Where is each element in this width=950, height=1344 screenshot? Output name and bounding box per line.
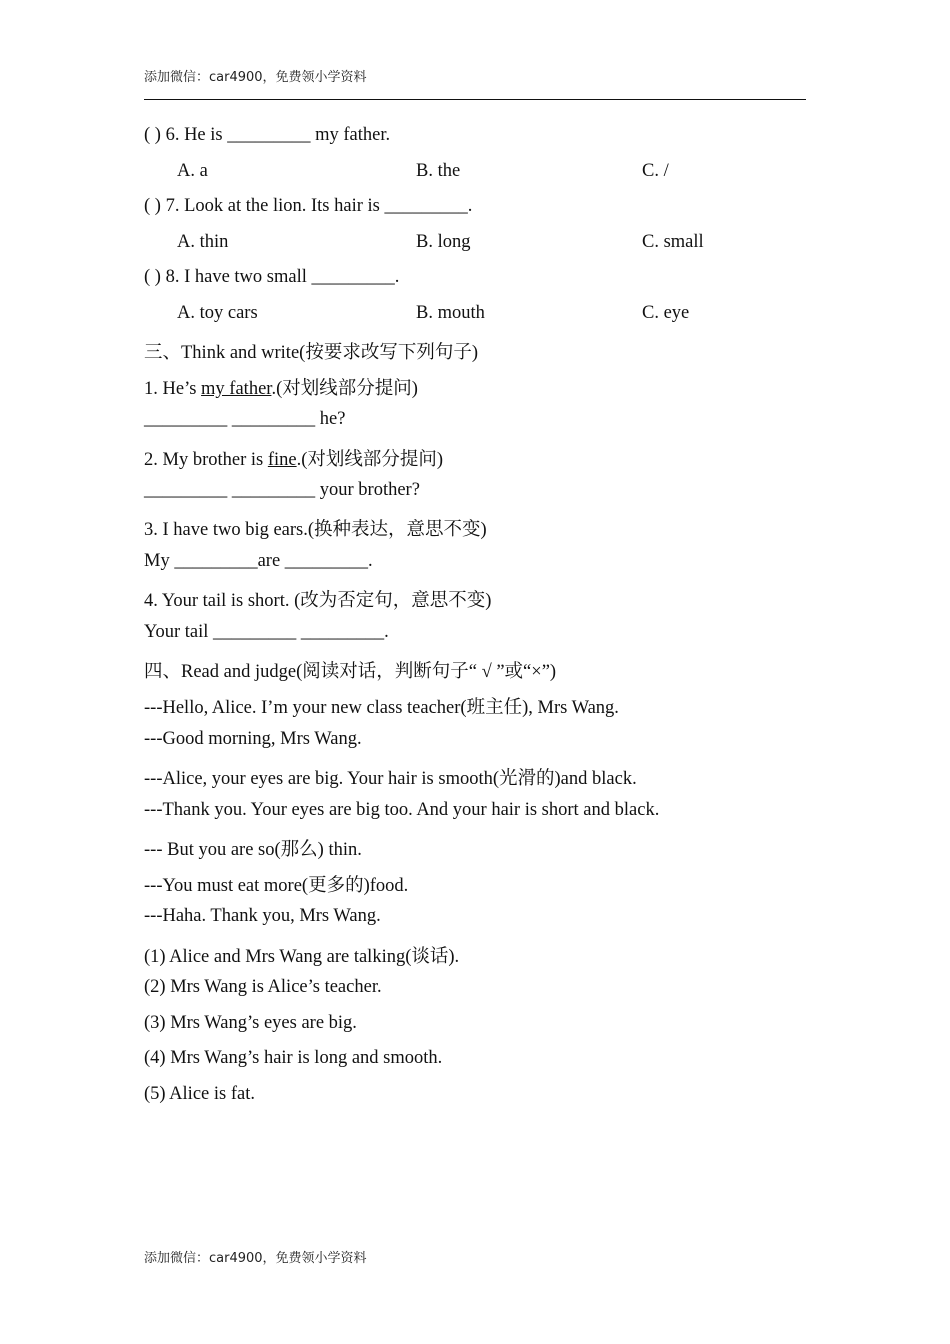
question-7-stem: ( ) 7. Look at the lion. Its hair is _________. — [144, 196, 473, 216]
section-4-title: 四、Read and judge(阅读对话，判断句子“ √ ”或“×”) — [144, 662, 557, 682]
question-6-option-c: C. / — [642, 161, 669, 181]
question-6-option-b: B. the — [416, 161, 461, 181]
question-7-option-b: B. long — [416, 232, 471, 252]
question-6-stem: ( ) 6. He is _________ my father. — [144, 125, 391, 145]
question-8-option-a: A. toy cars — [177, 303, 258, 323]
rewrite-item-1-answer: _________ _________ he? — [144, 409, 346, 429]
judge-statement: (4) Mrs Wang’s hair is long and smooth. — [144, 1048, 443, 1068]
section-3-title: 三、Think and write(按要求改写下列句子) — [144, 343, 478, 363]
rewrite-item-1-prefix: 1. He’s — [144, 379, 202, 399]
rewrite-item-2-prefix: 2. My brother is — [144, 450, 268, 470]
rewrite-item-3: 3. I have two big ears.(换种表达，意思不变) — [144, 520, 487, 540]
question-7-option-c: C. small — [642, 232, 704, 252]
judge-statement: (2) Mrs Wang is Alice’s teacher. — [144, 977, 382, 997]
question-8-option-b: B. mouth — [416, 303, 485, 323]
header-divider — [144, 99, 806, 100]
rewrite-item-3-answer: My _________are _________. — [144, 551, 373, 571]
rewrite-item-2 — [144, 445, 443, 471]
rewrite-item-1 — [144, 374, 418, 400]
judge-statement: (5) Alice is fat. — [144, 1084, 255, 1104]
dialogue-line: ---Thank you. Your eyes are big too. And your hair is short and black. — [144, 800, 660, 820]
question-7-option-a: A. thin — [177, 232, 229, 252]
dialogue-line: ---Hello, Alice. I’m your new class teacher(班主任), Mrs Wang. — [144, 698, 619, 718]
dialogue-line: ---You must eat more(更多的)food. — [144, 876, 409, 896]
page-header: 添加微信：car4900，免费领小学资料 — [144, 70, 367, 85]
rewrite-item-2-suffix: .(对划线部分提问) — [296, 450, 444, 470]
rewrite-item-4: 4. Your tail is short. (改为否定句，意思不变) — [144, 591, 492, 611]
rewrite-item-1-suffix: .(对划线部分提问) — [271, 379, 418, 399]
question-6-option-a: A. a — [177, 161, 208, 181]
dialogue-line: ---Good morning, Mrs Wang. — [144, 729, 362, 749]
rewrite-item-4-answer: Your tail _________ _________. — [144, 622, 389, 642]
dialogue-line: --- But you are so(那么) thin. — [144, 840, 362, 860]
rewrite-item-2-answer: _________ _________ your brother? — [144, 480, 420, 500]
question-8-option-c: C. eye — [642, 303, 690, 323]
rewrite-item-1-underlined: my father — [201, 379, 272, 399]
page-footer: 添加微信：car4900，免费领小学资料 — [144, 1251, 367, 1266]
dialogue-line: ---Alice, your eyes are big. Your hair is smooth(光滑的)and black. — [144, 769, 637, 789]
question-8-stem: ( ) 8. I have two small _________. — [144, 267, 400, 287]
judge-statement: (1) Alice and Mrs Wang are talking(谈话). — [144, 947, 460, 967]
dialogue-line: ---Haha. Thank you, Mrs Wang. — [144, 906, 381, 926]
judge-statement: (3) Mrs Wang’s eyes are big. — [144, 1013, 357, 1033]
rewrite-item-2-underlined: fine — [267, 450, 297, 470]
